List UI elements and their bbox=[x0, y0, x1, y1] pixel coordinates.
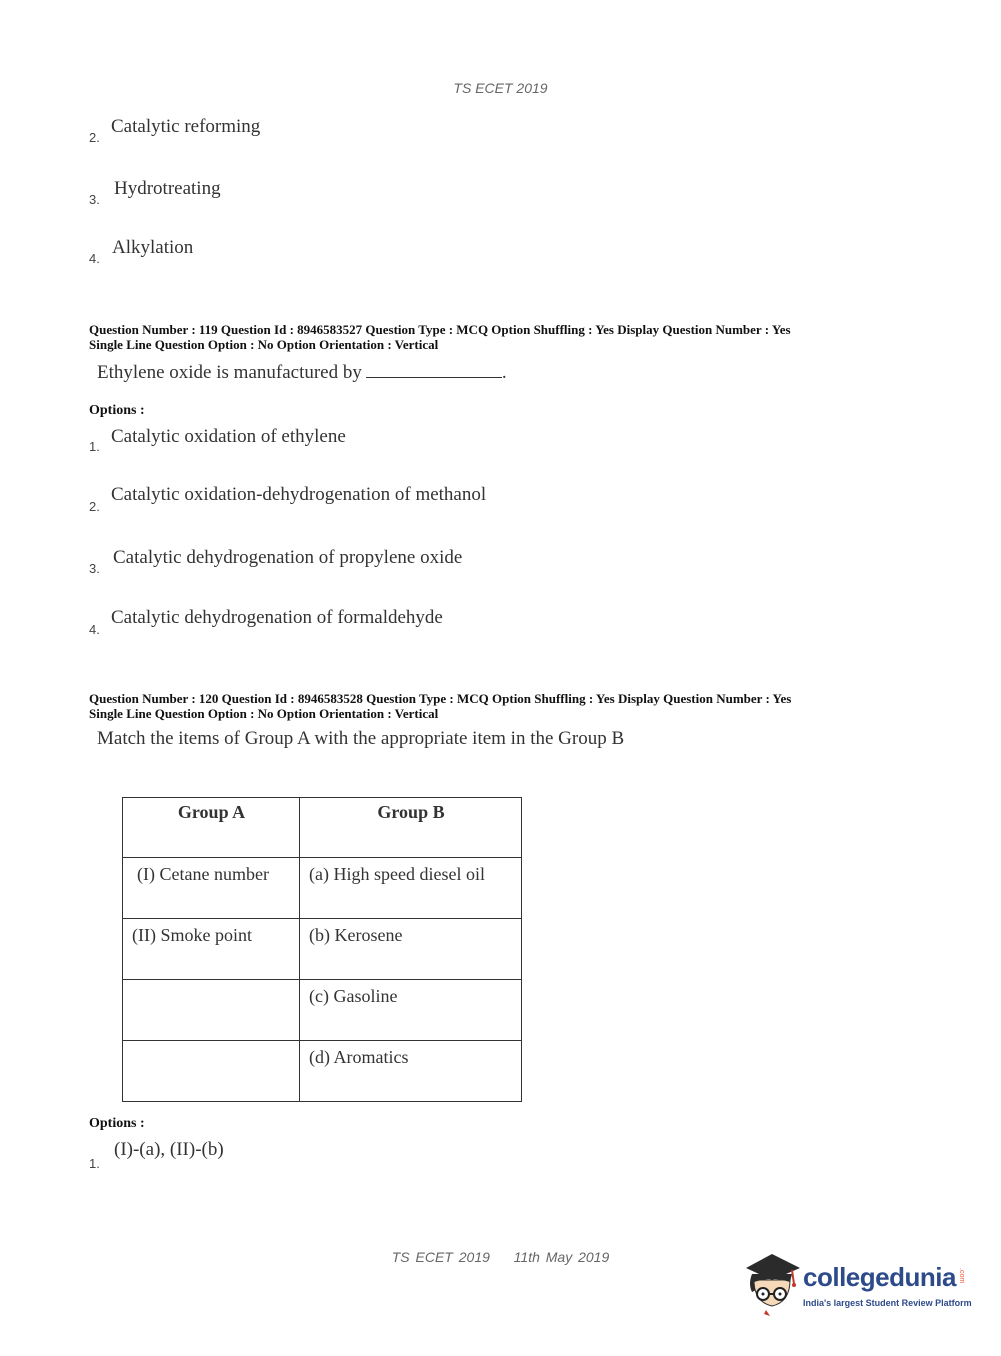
question-text: Match the items of Group A with the appropriate item in the Group B bbox=[97, 728, 625, 749]
table-cell: (d) Aromatics bbox=[300, 1041, 522, 1102]
table-header-row bbox=[123, 798, 522, 858]
question-text-body: Ethylene oxide is manufactured by bbox=[97, 362, 362, 383]
table-row bbox=[123, 1041, 522, 1102]
answer-blank bbox=[366, 363, 502, 378]
option-number: 1. bbox=[89, 1156, 100, 1171]
table-cell bbox=[123, 1041, 300, 1102]
option-number: 4. bbox=[89, 622, 100, 637]
table-row bbox=[123, 919, 522, 980]
table-cell bbox=[123, 980, 300, 1041]
options-label: Options : bbox=[89, 403, 145, 418]
table-cell: (I) Cetane number bbox=[123, 858, 300, 919]
option-number: 2. bbox=[89, 130, 100, 145]
option-number: 1. bbox=[89, 439, 100, 454]
mascot-icon bbox=[742, 1250, 804, 1320]
option-number: 2. bbox=[89, 499, 100, 514]
table-cell: (a) High speed diesel oil bbox=[300, 858, 522, 919]
question-text-end: . bbox=[501, 362, 507, 383]
table-cell: (c) Gasoline bbox=[300, 980, 522, 1041]
option-text: Catalytic dehydrogenation of propylene oxide bbox=[113, 547, 463, 568]
table-row bbox=[123, 980, 522, 1041]
option-text: (I)-(a), (II)-(b) bbox=[114, 1139, 224, 1160]
match-table bbox=[122, 797, 522, 1102]
option-text: Alkylation bbox=[112, 237, 194, 258]
question-meta bbox=[89, 691, 791, 721]
brand-dotcom: .com bbox=[958, 1268, 965, 1284]
question-meta-line-2: Single Line Question Option : No Option Orientation : Vertical bbox=[89, 706, 439, 721]
question-meta-line-2: Single Line Question Option : No Option Orientation : Vertical bbox=[89, 337, 439, 352]
option-number: 3. bbox=[89, 561, 100, 576]
option-text: Catalytic oxidation of ethylene bbox=[111, 426, 346, 447]
brand-tagline: India's largest Student Review Platform bbox=[803, 1298, 972, 1308]
table-header-cell: Group A bbox=[123, 798, 300, 858]
option-number: 4. bbox=[89, 251, 100, 266]
option-text: Hydrotreating bbox=[114, 178, 221, 199]
table-header-cell: Group B bbox=[300, 798, 522, 858]
table-cell: (b) Kerosene bbox=[300, 919, 522, 980]
table-row bbox=[123, 858, 522, 919]
brand-name: collegedunia bbox=[803, 1262, 956, 1292]
option-text: Catalytic oxidation-dehydrogenation of methanol bbox=[111, 484, 487, 505]
question-meta-line-1: Question Number : 119 Question Id : 8946583527 Question Type : MCQ Option Shuffling : Yes Display Question Number : Yes bbox=[89, 322, 791, 337]
question-meta bbox=[89, 322, 791, 352]
footer-exam: TS ECET 2019 bbox=[391, 1249, 490, 1265]
option-number: 3. bbox=[89, 192, 100, 207]
question-meta-line-1: Question Number : 120 Question Id : 8946583528 Question Type : MCQ Option Shuffling : Yes Display Question Number : Yes bbox=[89, 691, 792, 706]
option-text: Catalytic reforming bbox=[111, 116, 261, 137]
option-text: Catalytic dehydrogenation of formaldehyde bbox=[111, 607, 443, 628]
table-cell: (II) Smoke point bbox=[123, 919, 300, 980]
page-header: TS ECET 2019 bbox=[453, 80, 548, 96]
question-text bbox=[97, 362, 507, 384]
options-label: Options : bbox=[89, 1116, 145, 1131]
footer-date: 11th May 2019 bbox=[513, 1249, 610, 1265]
